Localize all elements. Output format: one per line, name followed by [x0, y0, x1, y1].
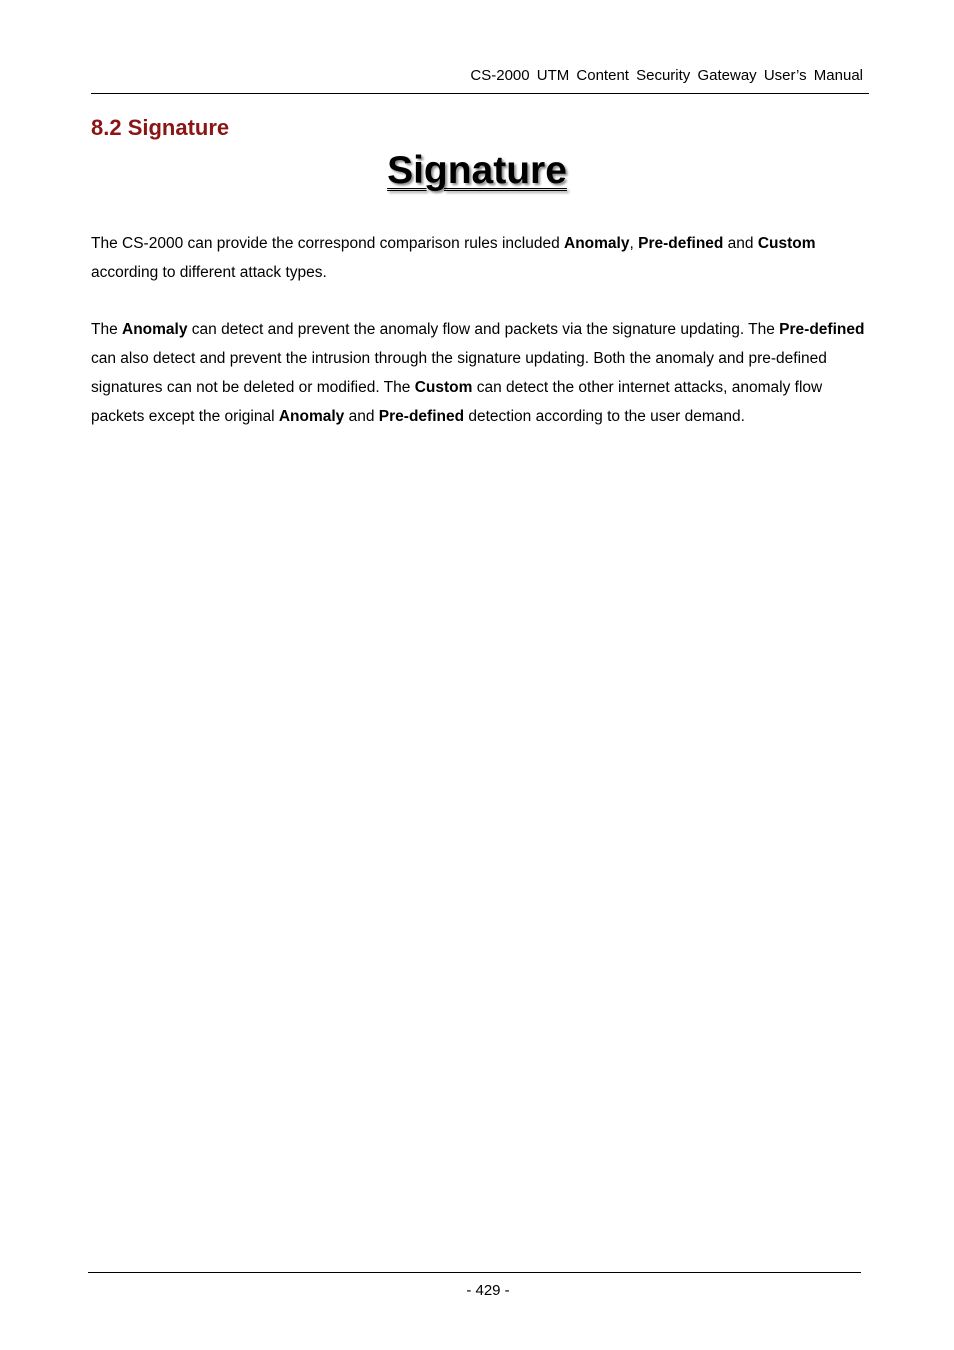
text-run: The [91, 321, 123, 338]
text-run: and [723, 235, 758, 252]
text-run: detection according to the user demand. [464, 408, 745, 425]
term-pre-defined: Pre-defined [638, 235, 724, 252]
running-header: CS-2000 UTM Content Security Gateway User’s Manual [470, 67, 863, 84]
text-run: can detect the other internet attacks, anomaly flow packets except the original [91, 379, 823, 425]
section-heading: 8.2 Signature [91, 115, 230, 140]
term-custom: Custom [757, 235, 816, 252]
intro-paragraph [91, 229, 871, 287]
term-anomaly: Anomaly [278, 408, 345, 425]
text-run: can detect and prevent the anomaly flow and packets via the signature updating. The [187, 321, 780, 338]
header-divider [91, 93, 869, 94]
term-pre-defined: Pre-defined [779, 321, 865, 338]
text-run: and [344, 408, 379, 425]
text-run: The CS-2000 can provide the correspond comparison rules included [91, 235, 565, 252]
term-pre-defined: Pre-defined [378, 408, 465, 425]
term-custom: Custom [414, 379, 473, 396]
footer-divider [88, 1272, 861, 1273]
term-anomaly: Anomaly [564, 235, 630, 252]
description-paragraph [91, 315, 871, 431]
term-anomaly: Anomaly [122, 321, 188, 338]
text-run: according to different attack types. [91, 264, 327, 281]
page-title: Signature [387, 149, 567, 192]
text-run: , [629, 235, 639, 252]
text-run: can also detect and prevent the intrusion through the signature updating. Both the anomaly and pre-defined signatures can not be deleted or modified. The [91, 350, 827, 396]
page-number: - 429 - [466, 1282, 510, 1299]
